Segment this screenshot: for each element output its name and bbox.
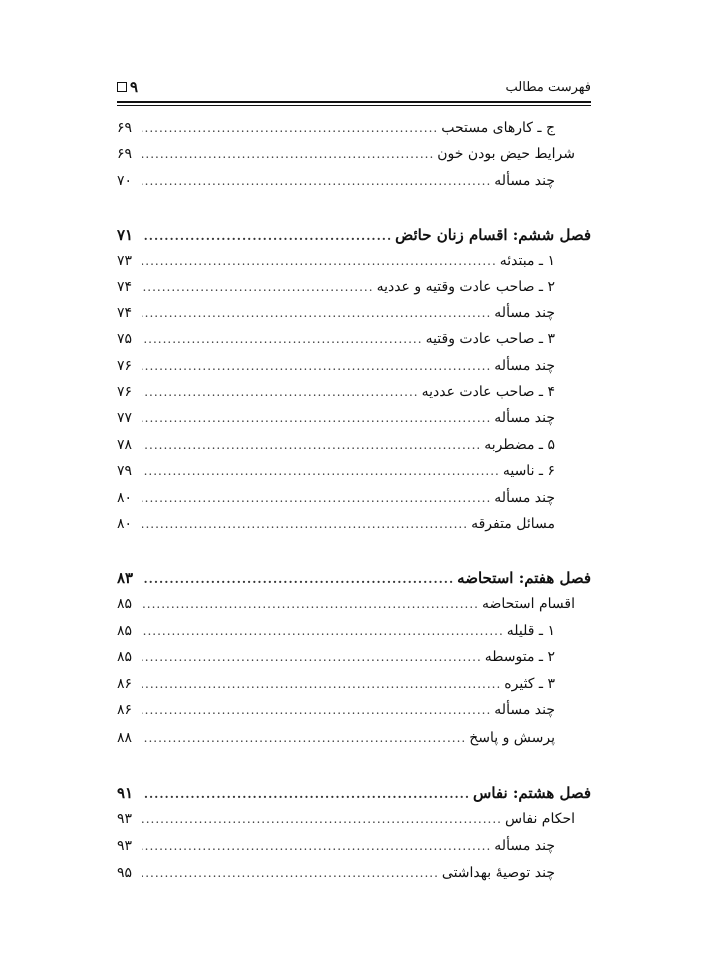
toc-entry-title: چند مسأله [494, 838, 555, 854]
toc-entry[interactable] [117, 358, 591, 382]
toc-entry-page: ۷۰ [117, 173, 133, 189]
toc-entry[interactable] [117, 649, 591, 673]
toc-entry-page: ۷۸ [117, 437, 133, 453]
toc-entry-title: پرسش و پاسخ [469, 730, 555, 746]
toc-entry[interactable] [117, 730, 591, 754]
toc-entry-page: ۷۱ [117, 226, 134, 244]
toc-entry[interactable] [117, 865, 591, 889]
toc-entry[interactable] [117, 146, 591, 170]
toc-leader-dots [142, 280, 374, 294]
toc-entry-title: ۴ ـ صاحب عادت عددیه [421, 384, 555, 400]
toc-entry-page: ۹۱ [117, 784, 134, 802]
toc-entry[interactable] [117, 120, 591, 144]
toc-entry-title: ۳ ـ کثیره [504, 676, 555, 692]
toc-entry-title: ۱ ـ مبتدئه [499, 253, 555, 269]
toc-chapter-entry[interactable] [117, 226, 591, 250]
toc-leader-dots [142, 517, 468, 531]
toc-entry-page: ۸۰ [117, 490, 133, 506]
toc-leader-dots [142, 491, 491, 505]
toc-entry-title: چند مسأله [494, 358, 555, 374]
toc-leader-dots [142, 812, 502, 826]
toc-entry-page: ۸۵ [117, 596, 133, 612]
toc-entry[interactable] [117, 305, 591, 329]
toc-entry-page: ۸۶ [117, 702, 133, 718]
toc-entry-page: ۹۵ [117, 865, 133, 881]
toc-entry-page: ۶۹ [117, 120, 133, 136]
toc-entry-title: احکام نفاس [505, 811, 575, 827]
toc-entry-title: فصل هشتم: نفاس [473, 784, 591, 802]
toc-entry-title: چند مسأله [494, 490, 555, 506]
toc-leader-dots [142, 731, 466, 745]
toc-leader-dots [142, 174, 491, 188]
toc-leader-dots [142, 703, 491, 717]
toc-entry-title: چند مسأله [494, 702, 555, 718]
toc-entry-title: مسائل متفرقه [471, 516, 555, 532]
toc-entry-page: ۹۳ [117, 811, 133, 827]
toc-leader-dots [142, 332, 423, 346]
toc-entry-title: ج ـ کارهای مستحب [441, 120, 555, 136]
toc-leader-dots [142, 385, 419, 399]
toc-leader-dots [142, 359, 491, 373]
toc-leader-dots [142, 597, 479, 611]
toc-entry-page: ۷۶ [117, 384, 133, 400]
toc-entry[interactable] [117, 331, 591, 355]
toc-entry[interactable] [117, 811, 591, 835]
toc-leader-dots [142, 866, 439, 880]
toc-leader-dots [142, 306, 491, 320]
toc-entry-page: ۸۵ [117, 623, 133, 639]
toc-leader-dots [142, 464, 500, 478]
toc-entry-page: ۸۰ [117, 516, 133, 532]
toc-leader-dots [142, 121, 438, 135]
toc-chapter-entry[interactable] [117, 569, 591, 593]
toc-leader-dots [142, 411, 491, 425]
toc-entry[interactable] [117, 279, 591, 303]
header-page-number-value: ۹ [130, 78, 139, 96]
toc-entry-page: ۸۸ [117, 730, 133, 746]
toc-entry-title: چند مسأله [494, 173, 555, 189]
toc-leader-dots [142, 438, 481, 452]
toc-entry-page: ۸۶ [117, 676, 133, 692]
toc-entry[interactable] [117, 253, 591, 277]
toc-leader-dots [142, 572, 454, 586]
toc-entry[interactable] [117, 623, 591, 647]
table-of-contents [117, 0, 591, 959]
toc-entry[interactable] [117, 463, 591, 487]
toc-entry[interactable] [117, 702, 591, 726]
toc-leader-dots [142, 254, 497, 268]
toc-entry-title: ۲ ـ متوسطه [484, 649, 555, 665]
toc-entry-page: ۸۵ [117, 649, 133, 665]
toc-entry-title: چند مسأله [494, 305, 555, 321]
toc-leader-dots [142, 787, 470, 801]
toc-leader-dots [142, 147, 434, 161]
toc-entry-page: ۷۵ [117, 331, 133, 347]
toc-entry[interactable] [117, 516, 591, 540]
toc-entry-page: ۷۴ [117, 305, 133, 321]
toc-entry-page: ۷۳ [117, 253, 133, 269]
toc-entry[interactable] [117, 490, 591, 514]
toc-entry-title: ۶ ـ ناسیه [502, 463, 555, 479]
toc-entry[interactable] [117, 596, 591, 620]
toc-entry-title: ۱ ـ قلیله [506, 623, 555, 639]
toc-entry[interactable] [117, 173, 591, 197]
toc-entry-title: اقسام استحاضه [482, 596, 575, 612]
toc-entry-title: چند مسأله [494, 410, 555, 426]
toc-leader-dots [142, 624, 504, 638]
toc-entry-title: ۳ ـ صاحب عادت وقتیه [425, 331, 555, 347]
toc-entry-page: ۷۹ [117, 463, 133, 479]
toc-entry-page: ۸۳ [117, 569, 134, 587]
toc-entry[interactable] [117, 437, 591, 461]
toc-entry-page: ۷۷ [117, 410, 133, 426]
toc-entry-title: ۵ ـ مضطربه [484, 437, 555, 453]
toc-leader-dots [142, 229, 392, 243]
toc-leader-dots [142, 677, 501, 691]
toc-leader-dots [142, 650, 482, 664]
header-title: فهرست مطالب [505, 80, 591, 95]
toc-entry[interactable] [117, 384, 591, 408]
toc-entry-page: ۷۶ [117, 358, 133, 374]
toc-entry-title: شرایط حیض بودن خون [437, 146, 575, 162]
toc-entry-page: ۶۹ [117, 146, 133, 162]
toc-entry-title: چند توصیهٔ بهداشتی [441, 865, 555, 881]
toc-entry-title: فصل هفتم: استحاضه [457, 569, 591, 587]
toc-entry[interactable] [117, 838, 591, 862]
toc-entry-title: فصل ششم: اقسام زنان حائض [395, 226, 591, 244]
toc-entry[interactable] [117, 676, 591, 700]
toc-entry-title: ۲ ـ صاحب عادت وقتیه و عددیه [376, 279, 555, 295]
toc-entry-page: ۹۳ [117, 838, 133, 854]
toc-entry[interactable] [117, 410, 591, 434]
toc-entry-page: ۷۴ [117, 279, 133, 295]
toc-leader-dots [142, 839, 491, 853]
toc-chapter-entry[interactable] [117, 784, 591, 808]
